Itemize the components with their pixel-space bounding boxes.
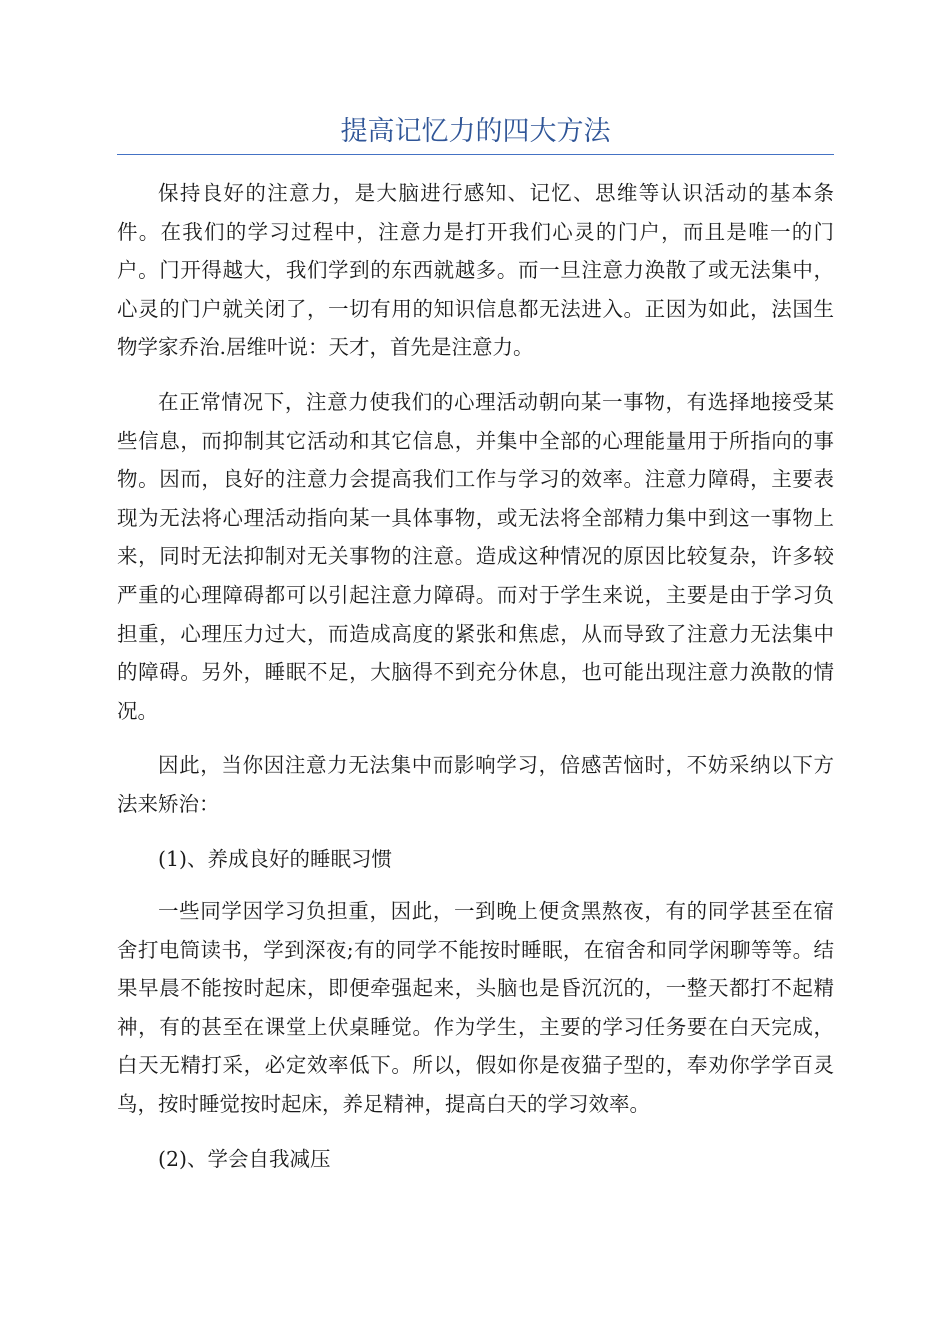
title-underline — [117, 154, 834, 155]
document-body — [117, 174, 834, 1192]
document-title: 提高记忆力的四大方法 — [340, 116, 611, 147]
paragraph-remedy-intro: 因此，当你因注意力无法集中而影响学习，倍感苦恼时，不妨采纳以下方法来矫治： — [117, 753, 834, 816]
paragraph-sleep-habits: 一些同学因学习负担重，因此，一到晚上便贪黑熬夜，有的同学甚至在宿舍打电筒读书，学到深夜;有的同学不能按时睡眠，在宿舍和同学闲聊等等。结果早晨不能按时起床，即便牵强起来，头脑也是昏沉沉的，一整天都打不起精神，有的甚至在课堂上伏桌睡觉。作为学生，主要的学习任务要在白天完成，白天无精打采，必定效率低下。所以，假如你是夜猫子型的，奉劝你学学百灵鸟，按时睡觉按时起床，养足精神，提高白天的学习效率。 — [117, 899, 834, 1117]
section-heading-sleep-habits: (1)、养成良好的睡眠习惯 — [158, 846, 393, 871]
paragraph-attention-disorder: 在正常情况下，注意力使我们的心理活动朝向某一事物，有选择地接受某些信息，而抑制其它活动和其它信息，并集中全部的心理能量用于所指向的事物。因而，良好的注意力会提高我们工作与学习的效率。注意力障碍，主要表现为无法将心理活动指向某一具体事物，或无法将全部精力集中到这一事物上来，同时无法抑制对无关事物的注意。造成这种情况的原因比较复杂，许多较严重的心理障碍都可以引起注意力障碍。而对于学生来说，主要是由于学习负担重，心理压力过大，而造成高度的紧张和焦虑，从而导致了注意力无法集中的障碍。另外，睡眠不足，大脑得不到充分休息，也可能出现注意力涣散的情况。 — [117, 389, 834, 723]
paragraph-attention-importance: 保持良好的注意力，是大脑进行感知、记忆、思维等认识活动的基本条件。在我们的学习过程中，注意力是打开我们心灵的门户，而且是唯一的门户。门开得越大，我们学到的东西就越多。而一旦注意力涣散了或无法集中，心灵的门户就关闭了，一切有用的知识信息都无法进入。正因为如此，法国生物学家乔治.居维叶说：天才，首先是注意力。 — [117, 181, 834, 360]
section-heading-self-decompress: (2)、学会自我减压 — [158, 1146, 331, 1171]
